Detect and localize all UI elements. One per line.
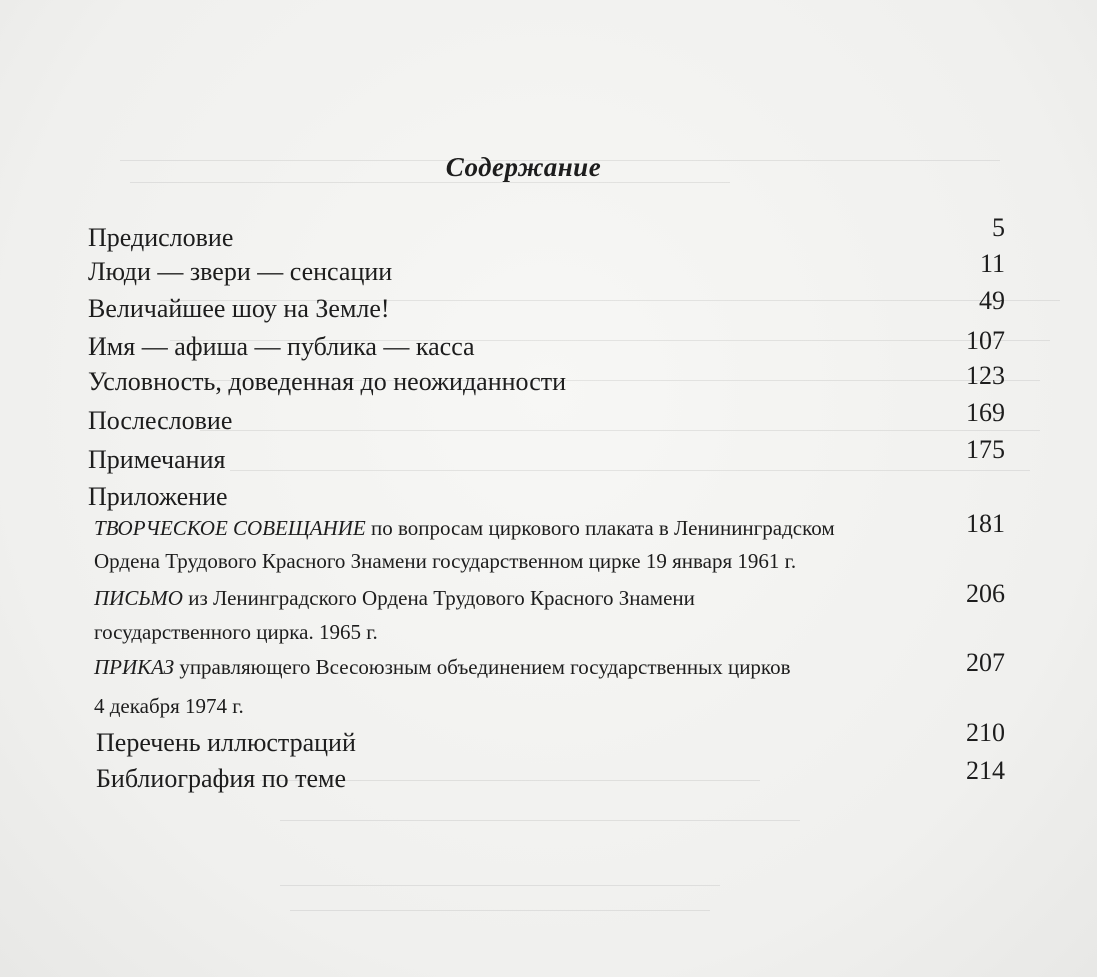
toc-entry-label: Перечень иллюстраций (96, 728, 356, 757)
show-through-line (280, 820, 800, 821)
toc-entry-label: Примечания (88, 445, 226, 474)
appendix-entry-line1 (94, 652, 791, 682)
appendix-entry-rest: управляющего Всесоюзным объединением государственных цирков (174, 655, 791, 679)
appendix-entry-line1 (94, 583, 695, 613)
toc-entry-label: Имя — афиша — публика — касса (88, 332, 475, 361)
show-through-line (200, 430, 1040, 431)
toc-entry-label: Величайшее шоу на Земле! (88, 294, 390, 323)
toc-entry-label: Приложение (88, 482, 228, 511)
toc-entry-page: 5 (992, 213, 1005, 242)
appendix-entry-line1 (94, 513, 835, 543)
appendix-entry-page: 206 (966, 579, 1005, 608)
toc-entry-page: 123 (966, 361, 1005, 390)
toc-entry-label: Библиография по теме (96, 764, 347, 793)
show-through-line (230, 470, 1030, 471)
toc-entry-page: 214 (966, 756, 1005, 785)
toc-entry-label: Условность, доведенная до неожиданности (88, 367, 567, 396)
appendix-entry-lead: ПИСЬМО (94, 586, 183, 610)
toc-entry-page: 11 (979, 249, 1005, 278)
appendix-entry-rest: по вопросам циркового плаката в Ленининградском (365, 516, 835, 540)
toc-title-text: Содержание (445, 152, 602, 182)
appendix-entry-line2: Ордена Трудового Красного Знамени государственном цирке 19 января 1961 г. (94, 549, 797, 573)
show-through-line (280, 885, 720, 886)
toc-entry-page: 169 (966, 398, 1005, 427)
toc-entry-page: 175 (966, 435, 1005, 464)
appendix-entry-lead: ПРИКАЗ (94, 655, 175, 679)
toc-entry-page: 210 (966, 718, 1005, 747)
toc-entry-label: Послесловие (88, 406, 233, 435)
appendix-entry-line2: 4 декабря 1974 г. (94, 694, 244, 718)
toc-entry-page: 49 (979, 286, 1005, 315)
toc-title (0, 152, 1097, 183)
appendix-entry-lead: ТВОРЧЕСКОЕ СОВЕЩАНИЕ (94, 516, 366, 540)
appendix-entry-rest: из Ленинградского Ордена Трудового Красного Знамени (182, 586, 695, 610)
toc-entry-label: Люди — звери — сенсации (88, 257, 393, 286)
toc-entry-label: Предисловие (88, 223, 234, 252)
appendix-entry-line2: государственного цирка. 1965 г. (94, 620, 378, 644)
appendix-entry-page: 181 (966, 509, 1005, 538)
toc-entry-page: 107 (966, 326, 1005, 355)
show-through-line (290, 910, 710, 911)
appendix-entry-page: 207 (966, 648, 1005, 677)
